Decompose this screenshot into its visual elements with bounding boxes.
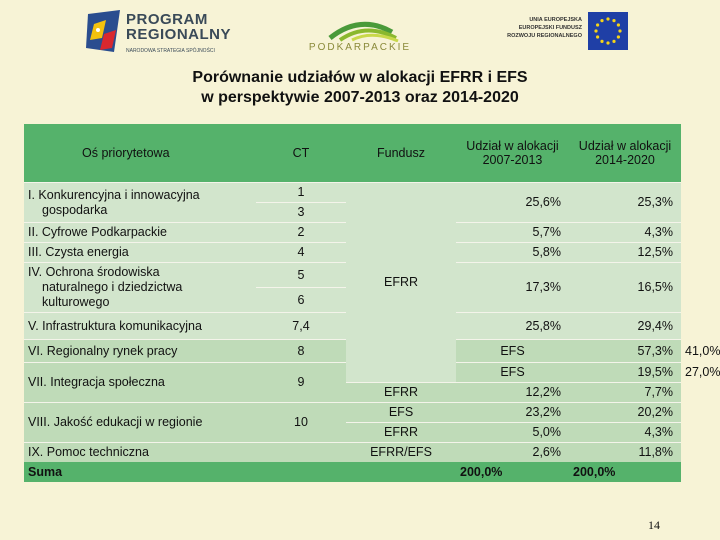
share-2007-cell: 25,8%	[456, 313, 569, 340]
ct-cell: 4	[256, 243, 346, 263]
fund-cell: EFS	[456, 363, 569, 383]
share-2007-cell: 5,7%	[456, 223, 569, 243]
sum-row	[24, 462, 681, 482]
ct-cell: 9	[256, 363, 346, 403]
ct-cell: 3	[256, 203, 346, 223]
header-share-2014: Udział w alokacji 2014-2020	[569, 124, 681, 183]
ct-cell: 1	[256, 183, 346, 203]
share-2007-cell: 2,6%	[456, 443, 569, 463]
priority-text: gospodarka	[42, 202, 108, 217]
title-line-2: w perspektywie 2007-2013 oraz 2014-2020	[201, 89, 519, 106]
priority-text: naturalnego i dziedzictwa	[42, 280, 183, 294]
share-2007-cell: 5,8%	[456, 243, 569, 263]
logo-podkarpackie-text: PODKARPACKIE	[308, 42, 412, 53]
share-2007-cell: 5,0%	[456, 423, 569, 443]
podkarpackie-logo	[300, 12, 420, 56]
title-line-1: Porównanie udziałów w alokacji EFRR i EFS	[192, 69, 528, 86]
header-ct: CT	[256, 124, 346, 183]
share-2014-cell: 7,7%	[569, 383, 681, 403]
priority-text: II. Cyfrowe Podkarpackie	[24, 223, 256, 243]
table-row: VII. Integracja społeczna 9 EFS 19,5% 27,0%	[24, 363, 681, 383]
share-2014-cell: 12,5%	[569, 243, 681, 263]
priority-text: VII. Integracja społeczna	[24, 363, 256, 403]
header-priority: Oś priorytetowa	[24, 124, 256, 183]
podkarpackie-hills-icon	[300, 12, 420, 42]
logo-ue-line1: UNIA EUROPEJSKA	[529, 17, 582, 23]
logo-regionalny-text: REGIONALNY	[126, 26, 232, 43]
share-2014-cell: 20,2%	[569, 403, 681, 423]
share-2014-cell: 11,8%	[569, 443, 681, 463]
ct-cell: 7,4	[256, 313, 346, 340]
ct-cell: 2	[256, 223, 346, 243]
table-row: VI. Regionalny rynek pracy 8 EFS 57,3% 41,0%	[24, 340, 681, 363]
priority-text: kulturowego	[42, 295, 110, 309]
priority-text: IX. Pomoc techniczna	[24, 443, 256, 463]
header-fund: Fundusz	[346, 124, 456, 183]
slide-title	[0, 68, 720, 108]
eu-flag-icon	[588, 12, 628, 50]
share-2014-cell: 4,3%	[569, 423, 681, 443]
priority-text: I. Konkurencyjna i innowacyjna	[28, 187, 200, 202]
share-2007-cell: 12,2%	[456, 383, 569, 403]
share-2014-cell: 29,4%	[569, 313, 681, 340]
ct-cell: 10	[256, 403, 346, 443]
fund-cell: EFRR/EFS	[346, 443, 456, 463]
share-2007-cell: 19,5%	[569, 363, 681, 383]
program-flag-icon	[84, 8, 124, 56]
share-2007-cell: 25,6%	[456, 183, 569, 223]
share-2014-cell: 16,5%	[569, 263, 681, 313]
eu-logo	[490, 12, 636, 52]
share-2007-cell: 57,3%	[569, 340, 681, 363]
allocation-table	[24, 124, 720, 482]
ct-cell: 5	[256, 263, 346, 288]
fund-cell: EFS	[456, 340, 569, 363]
share-2014-cell: 4,3%	[569, 223, 681, 243]
sum-2007: 200,0%	[456, 462, 569, 482]
share-2014-cell: 25,3%	[569, 183, 681, 223]
page-number: 14	[648, 518, 660, 532]
priority-text: IV. Ochrona środowiska	[28, 265, 160, 279]
table-row	[24, 183, 681, 203]
ct-cell: 8	[256, 340, 346, 363]
priority-text: V. Infrastruktura komunikacyjna	[24, 313, 256, 340]
fund-cell: EFS	[346, 403, 456, 423]
sum-label: Suma	[24, 462, 456, 482]
priority-text: VIII. Jakość edukacji w regionie	[24, 403, 256, 443]
logo-program-text: PROGRAM	[126, 11, 208, 28]
fund-cell: EFRR	[346, 423, 456, 443]
share-2007-cell: 17,3%	[456, 263, 569, 313]
ct-cell: 6	[256, 288, 346, 313]
priority-text: VI. Regionalny rynek pracy	[24, 340, 256, 363]
logo-ue-line2: EUROPEJSKI FUNDUSZ	[518, 25, 582, 31]
sum-2014: 200,0%	[569, 462, 681, 482]
slide-header	[0, 0, 720, 62]
share-2007-cell: 23,2%	[456, 403, 569, 423]
program-regionalny-logo	[84, 8, 254, 58]
logo-nss-text: NARODOWA STRATEGIA SPÓJNOŚCI	[126, 48, 215, 54]
table-row	[24, 443, 681, 463]
fund-cell-efrr-merged: EFRR	[346, 183, 456, 383]
header-share-2007: Udział w alokacji 2007-2013	[456, 124, 569, 183]
fund-cell: EFRR	[346, 383, 456, 403]
ct-cell	[256, 443, 346, 463]
priority-text: III. Czysta energia	[24, 243, 256, 263]
table-header-row	[24, 124, 681, 183]
logo-ue-line3: ROZWOJU REGIONALNEGO	[507, 33, 582, 39]
priority-cell	[24, 263, 256, 313]
table-row	[24, 403, 681, 423]
priority-cell	[24, 183, 256, 223]
